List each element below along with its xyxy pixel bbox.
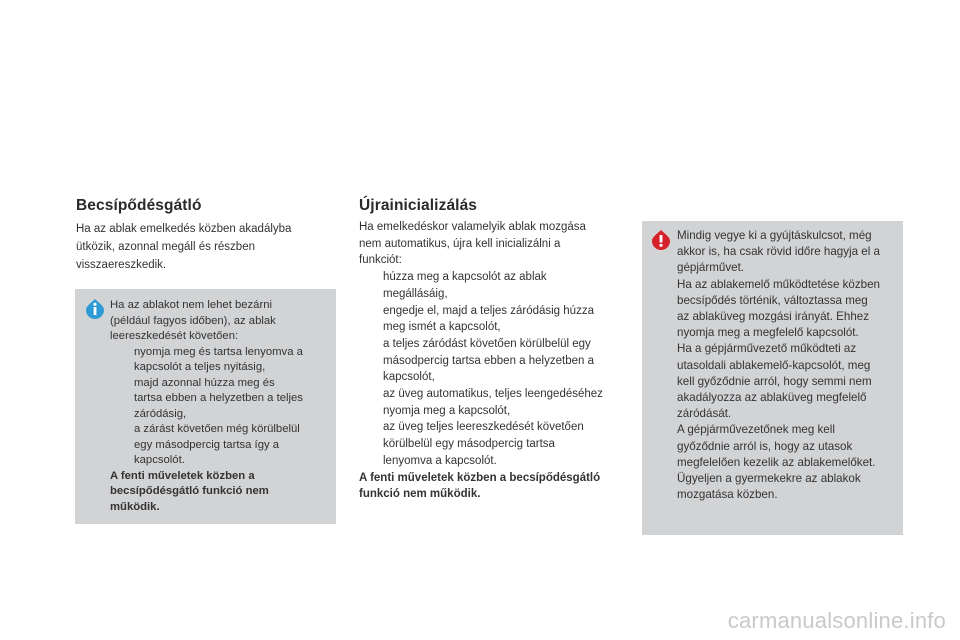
list-item [359, 386, 629, 419]
text-line: funkció nem működik. [359, 488, 481, 501]
text-line: meg ismét a kapcsolót, [383, 321, 501, 334]
text-line: Ha emelkedéskor valamelyik ablak mozgása [359, 221, 586, 233]
text-line: az ablaküveg mozgási irányát. Ehhez [677, 310, 870, 324]
text-line: (például fagyos időben), az ablak [110, 314, 276, 327]
text-line: nyomja meg a megfelelő kapcsolót. [677, 326, 859, 340]
text-line: Ha az ablakot nem lehet bezárni [110, 299, 273, 311]
text-line: az üveg automatikus, teljes leengedéséhez [383, 388, 603, 401]
text-line: másodpercig tartsa ebben a helyzetben a [383, 354, 594, 367]
text-line: akadályozza az ablaküveg megfelelő [677, 391, 867, 405]
text-line: az üveg teljes leereszkedését követően [383, 421, 584, 434]
text-line: visszaereszkedik. [76, 259, 167, 271]
text-line: A gépjárművezetőnek meg kell [677, 423, 835, 437]
text-line: megállásáig, [383, 287, 448, 300]
info-icon [84, 298, 106, 320]
text-line: mozgatása közben. [677, 488, 778, 502]
text-line: Mindig vegye ki a gyújtáskulcsot, még [677, 229, 872, 242]
text-line: győződnie arról is, hogy az utasok [677, 439, 853, 453]
text-line: kapcsolót, [383, 371, 435, 384]
text-line: Ha az ablak emelkedés közben akadályba [76, 223, 292, 235]
text-line: A fenti műveletek közben a [110, 469, 255, 482]
text-line: A fenti műveletek közben a becsípődésgátló [359, 471, 601, 484]
warning-icon [650, 229, 672, 251]
text-line: engedje el, majd a teljes záródásig húzza [383, 304, 594, 317]
list-item [359, 269, 629, 302]
section-title-ujrainicializalas: Újrainicializálás [359, 197, 478, 214]
text-line: húzza meg a kapcsolót az ablak [383, 271, 547, 284]
text-line: funkciót: [359, 254, 402, 267]
text-line: kell győződnie arról, hogy semmi nem [677, 374, 872, 388]
text-line: nyomja meg a kapcsolót, [383, 404, 511, 417]
list-item [359, 303, 629, 336]
text-line: Ha a gépjárművezető működteti az [677, 342, 857, 356]
text-line: a zárást követően még körülbelül [134, 423, 300, 435]
text-line: nyomja meg és tartsa lenyomva a [134, 345, 303, 358]
text-line: megfelelően kezelik az ablakemelőket. [677, 455, 876, 469]
text-line: nem automatikus, újra kell inicializálni a [359, 237, 561, 250]
text-line: ütközik, azonnal megáll és részben [76, 241, 255, 253]
text-line: leereszkedését követően: [110, 330, 239, 342]
list-item [110, 376, 330, 423]
text-line: becsípődésgátló funkció nem [110, 485, 269, 497]
text-line: kapcsolót a teljes nyitásig, [134, 361, 266, 373]
text-line: lenyomva a kapcsolót. [383, 454, 497, 467]
text-line: záródását. [677, 407, 732, 421]
text-line: majd azonnal húzza meg és [134, 376, 275, 389]
text-line: a teljes záródást követően körülbelül egy [383, 337, 591, 350]
list-item [110, 422, 330, 469]
text-line: kapcsolót. [134, 454, 185, 466]
text-line: utasoldali ablakemelő-kapcsolót, meg [677, 358, 871, 372]
text-line: akkor is, ha csak rövid időre hagyja el a [677, 245, 880, 259]
text-line: egy másodpercig tartsa így a [134, 438, 280, 451]
info-box-text [110, 298, 330, 515]
middle-body [359, 219, 629, 503]
left-intro [76, 220, 326, 274]
text-line: Ügyeljen a gyermekekre az ablakok [677, 472, 861, 486]
warning-box-text [677, 228, 899, 503]
text-line: körülbelül egy másodpercig tartsa [383, 438, 555, 451]
text-line: záródásig, [134, 407, 187, 420]
watermark: carmanualsonline.info [727, 608, 946, 633]
section-title-becsipodesgatlo: Becsípődésgátló [76, 197, 202, 214]
text-line: gépjárművet. [677, 261, 745, 275]
text-line: Ha az ablakemelő működtetése közben [677, 277, 881, 291]
list-item [359, 336, 629, 386]
text-line: működik. [110, 500, 160, 513]
list-item [359, 419, 629, 469]
text-line: tartsa ebben a helyzetben a teljes [134, 392, 303, 404]
list-item [110, 345, 330, 376]
text-line: becsípődés történik, változtassa meg [677, 293, 868, 307]
